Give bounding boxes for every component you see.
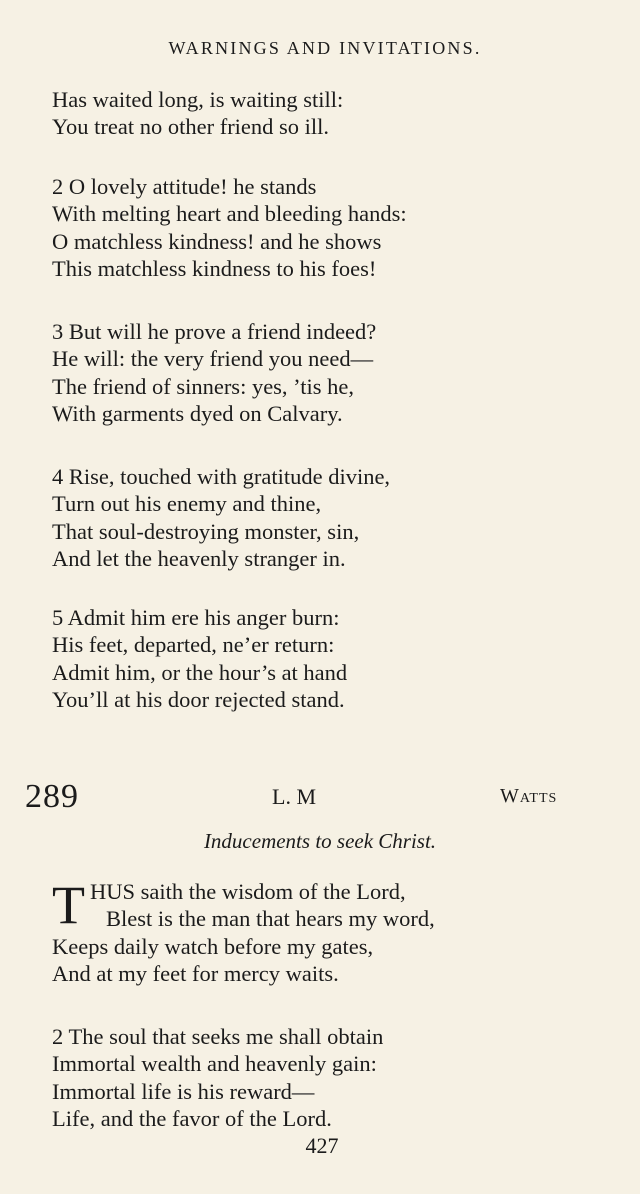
verse-line: Blest is the man that hears my word,: [106, 906, 435, 932]
verse-line: 4 Rise, touched with gratitude divine,: [52, 464, 391, 489]
hymn-subtitle: Inducements to seek Christ.: [203, 829, 437, 853]
verse-line: Keeps daily watch before my gates,: [52, 933, 374, 959]
verse-line: Immortal wealth and heavenly gain:: [52, 1051, 377, 1077]
verse-line: With melting heart and bleeding hands:: [52, 201, 407, 227]
verse-line: With garments dyed on Calvary.: [52, 400, 343, 426]
verse-line: Admit him, or the hour’s at hand: [52, 659, 348, 685]
verse-line: 3 But will he prove a friend indeed?: [52, 319, 377, 344]
hymn-stanza-2: [52, 1023, 383, 1132]
drop-cap: T: [52, 875, 85, 935]
verse-line: 2 O lovely attitude! he stands: [52, 174, 317, 199]
running-head: WARNINGS AND INVITATIONS.: [168, 38, 482, 58]
verse-line: You’ll at his door rejected stand.: [52, 686, 345, 712]
verse-line: HUS saith the wisdom of the Lord,: [90, 879, 406, 904]
hymn-stanza-1: [52, 875, 435, 987]
stanza-continuation: [52, 86, 343, 141]
verse-line: He will: the very friend you need—: [52, 346, 374, 372]
page-number: 427: [305, 1133, 339, 1158]
stanza-3: [52, 318, 376, 427]
verse-line: You treat no other friend so ill.: [52, 114, 330, 140]
verse-line: The friend of sinners: yes, ’tis he,: [52, 373, 355, 399]
verse-line: His feet, departed, ne’er return:: [52, 632, 335, 658]
stanza-5: [52, 604, 347, 713]
verse-line: And at my feet for mercy waits.: [52, 960, 339, 986]
hymn-meter: L. M: [272, 784, 316, 809]
verse-line: And let the heavenly stranger in.: [52, 545, 346, 571]
hymn-author: Watts: [500, 785, 558, 807]
verse-line: Has waited long, is waiting still:: [52, 87, 344, 112]
verse-line: Turn out his enemy and thine,: [52, 491, 322, 517]
verse-line: 5 Admit him ere his anger burn:: [52, 605, 340, 630]
hymn-number: 289: [25, 778, 79, 815]
verse-line: Immortal life is his reward—: [52, 1078, 315, 1104]
stanza-4: [52, 463, 390, 572]
hymn-header: [0, 776, 640, 820]
verse-line: That soul-destroying monster, sin,: [52, 518, 360, 544]
verse-line: O matchless kindness! and he shows: [52, 228, 382, 254]
stanza-2: [52, 173, 407, 282]
verse-line: Life, and the favor of the Lord.: [52, 1105, 332, 1131]
verse-line: This matchless kindness to his foes!: [52, 255, 377, 281]
verse-line: 2 The soul that seeks me shall obtain: [52, 1024, 384, 1049]
